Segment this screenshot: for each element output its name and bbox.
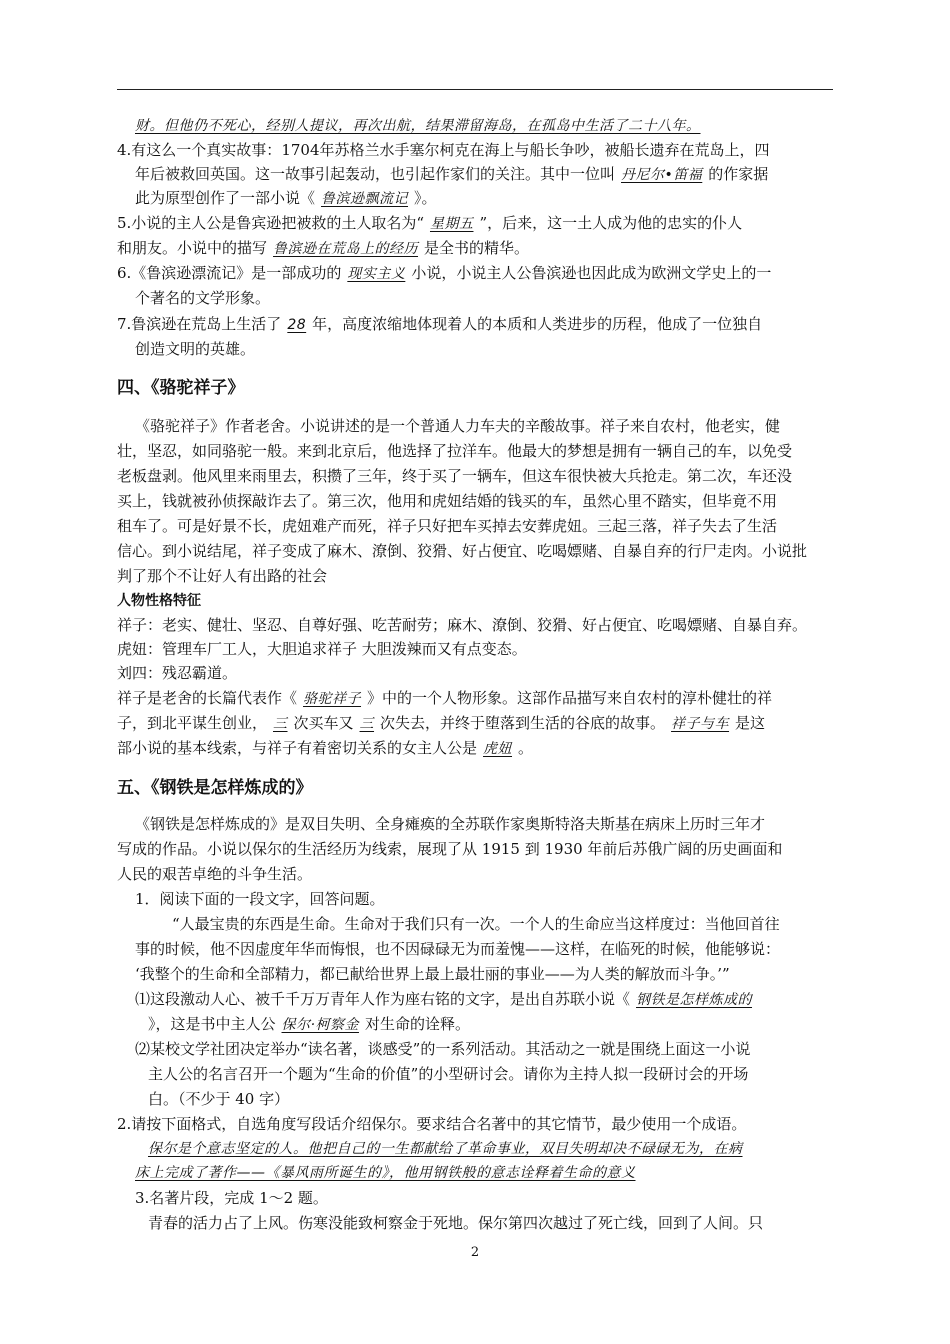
answer-years: 28 xyxy=(287,317,307,333)
answer-friday: 星期五 xyxy=(429,216,474,232)
sub-question-2: ⑵某校文学社团决定举办“读名著，谈感受”的一系列活动。其活动之一就是围绕上面这一小说 xyxy=(135,1040,751,1058)
excerpt-line: 青春的活力占了上风。伤寒没能致柯察金于死地。保尔第四次越过了死亡线，回到了人间。只 xyxy=(148,1214,764,1232)
question-7: 7.鲁滨逊在荒岛上生活了 28 年，高度浓缩地体现着人的本质和人类进步的历程，他成了一位独自 xyxy=(117,315,763,333)
paragraph-line: 信心。到小说结尾，祥子变成了麻木、潦倒、狡猾、好占便宜、吃喝嫖赌、自暴自弃的行尸走肉。小说批 xyxy=(117,542,808,560)
question-3: 3.名著片段，完成 1～2 题。 xyxy=(135,1189,328,1207)
question-line: 祥子是老舍的长篇代表作《 骆驼祥子 》中的一个人物形象。这部作品描写来自农村的淳朴健壮的祥 xyxy=(117,689,773,707)
question-1: 1．阅读下面的一段文字，回答问题。 xyxy=(135,890,385,908)
answer-author: 丹尼尔•笛福 xyxy=(621,167,703,183)
sub-question-1: ⑴这段激动人心、被千千万万青年人作为座右铭的文字，是出自苏联小说《 钢铁是怎样炼成的 xyxy=(135,987,833,1011)
answer-three: 三 xyxy=(359,716,375,732)
answer-realism: 现实主义 xyxy=(347,266,406,282)
question-4-line2: 年后被救回英国。这一故事引起轰动，也引起作家们的关注。其中一位叫 丹尼尔•笛福 的作家据 xyxy=(135,165,769,183)
question-line: 子，到北平谋生创业， 三 次买车又 三 次失去，并终于堕落到生活的谷底的故事。 祥子与车 是这 xyxy=(117,714,766,732)
sub-question-2-line2: 主人公的名言召开一个题为“生命的价值”的小型研讨会。请你为主持人拟一段研讨会的开场 xyxy=(148,1065,749,1083)
answer-three: 三 xyxy=(273,716,288,732)
answer-huniu: 虎妞 xyxy=(483,741,513,757)
trait-line: 虎妞：管理车厂工人，大胆追求祥子 大胆泼辣而又有点变态。 xyxy=(117,640,527,658)
subheading-character-traits: 人物性格特征 xyxy=(117,593,201,609)
page-number: 2 xyxy=(470,1245,480,1260)
paragraph-line: 《骆驼祥子》作者老舍。小说讲述的是一个普通人力车夫的辛酸故事。祥子来自农村，他老实，健 xyxy=(135,417,781,435)
paragraph-line: 壮，坚忍，如同骆驼一般。来到北京后，他选择了拉洋车。他最大的梦想是拥有一辆自己的车，以免受 xyxy=(117,442,793,460)
sub-question-1-line2: 》，这是书中主人公 保尔·柯察金 对生命的诠释。 xyxy=(148,1015,470,1033)
header-rule xyxy=(117,89,833,90)
paragraph-line: 买上，钱就被孙侦探敲诈去了。第三次，他用和虎妞结婚的钱买的车，虽然心里不踏实，但毕竟不用 xyxy=(117,492,778,510)
sub-question-2-line3: 白。（不少于 40 字） xyxy=(148,1090,290,1108)
question-5-line2: 和朋友。小说中的描写 鲁滨逊在荒岛上的经历 是全书的精华。 xyxy=(117,239,530,257)
trait-line: 刘四：残忍霸道。 xyxy=(117,664,238,682)
section-heading-5: 五、《钢铁是怎样炼成的》 xyxy=(117,778,313,798)
question-4-line3: 此为原型创作了一部小说《 鲁滨逊飘流记 》。 xyxy=(135,189,437,207)
question-4: 4.有这么一个真实故事：1704年苏格兰水手塞尔柯克在海上与船长争吵，被船长遗弃在荒岛上，四 xyxy=(117,141,770,159)
handwritten-answer: 保尔是个意志坚定的人。他把自己的一生都献给了革命事业，双目失明却决不碌碌无为，在病 xyxy=(148,1141,743,1157)
question-2: 2.请按下面格式，自选角度写段话介绍保尔。要求结合名著中的其它情节，最少使用一个成语。 xyxy=(117,1115,747,1133)
paragraph-line: 写成的作品。小说以保尔的生活经历为线索，展现了从 1915 到 1930 年前后苏俄广阔的历史画面和 xyxy=(117,840,783,858)
quote-line: ‘我整个的生命和全部精力，都已献给世界上最上最壮丽的事业——为人类的解放而斗争。’” xyxy=(135,965,730,983)
question-6-line2: 个著名的文学形象。 xyxy=(135,289,271,307)
answer-steel-novel: 钢铁是怎样炼成的 xyxy=(636,992,753,1008)
answer-camel-xiangzi: 骆驼祥子 xyxy=(303,691,362,707)
paragraph-line: 老板盘剥。他风里来雨里去，积攒了三年，终于买了一辆车，但这车很快被大兵抢走。第二次，车还没 xyxy=(117,467,793,485)
trait-line: 祥子：老实、健壮、坚忍、自尊好强、吃苦耐劳；麻木、潦倒、狡猾、好占便宜、吃喝嫖赌、自暴自弃。 xyxy=(117,616,808,634)
paragraph-line: 《钢铁是怎样炼成的》是双目失明、全身瘫痪的全苏联作家奥斯特洛夫斯基在病床上历时三年才 xyxy=(135,815,766,833)
text-line: 财。但他仍不死心，经别人提议，再次出航，结果滞留海岛，在孤岛中生活了二十八年。 xyxy=(135,118,701,134)
question-line: 部小说的基本线索，与祥子有着密切关系的女主人公是 虎妞 。 xyxy=(117,739,534,757)
paragraph-line: 人民的艰苦卓绝的斗争生活。 xyxy=(117,865,313,883)
question-6: 6.《鲁滨逊漂流记》是一部成功的 现实主义 小说，小说主人公鲁滨逊也因此成为欧洲文学史上的一 xyxy=(117,264,772,282)
section-heading-4: 四、《骆驼祥子》 xyxy=(117,378,245,398)
answer-essence: 鲁滨逊在荒岛上的经历 xyxy=(273,241,419,257)
quote-line: “人最宝贵的东西是生命。生命对于我们只有一次。一个人的生命应当这样度过：当他回首往 xyxy=(172,915,780,933)
question-7-line2: 创造文明的英雄。 xyxy=(135,340,256,358)
paragraph-line: 判了那个不让好人有出路的社会 xyxy=(117,567,328,585)
answer-pavel: 保尔·柯察金 xyxy=(281,1017,359,1033)
answer-clue: 祥子与车 xyxy=(671,716,730,732)
answer-novel: 鲁滨逊飘流记 xyxy=(321,191,409,207)
paragraph-line: 租车了。可是好景不长，虎妞难产而死，祥子只好把车买掉去安葬虎妞。三起三落，祥子失去了生活 xyxy=(117,517,778,535)
quote-line: 事的时候，他不因虚度年华而悔恨，也不因碌碌无为而羞愧——这样，在临死的时候，他能够说： xyxy=(135,940,781,958)
handwritten-answer: 床上完成了著作——《暴风雨所诞生的》，他用钢铁般的意志诠释着生命的意义 xyxy=(135,1165,636,1181)
question-5: 5.小说的主人公是鲁宾逊把被救的土人取名为“ 星期五 ”，后来，这一土人成为他的忠实的仆人 xyxy=(117,214,743,232)
